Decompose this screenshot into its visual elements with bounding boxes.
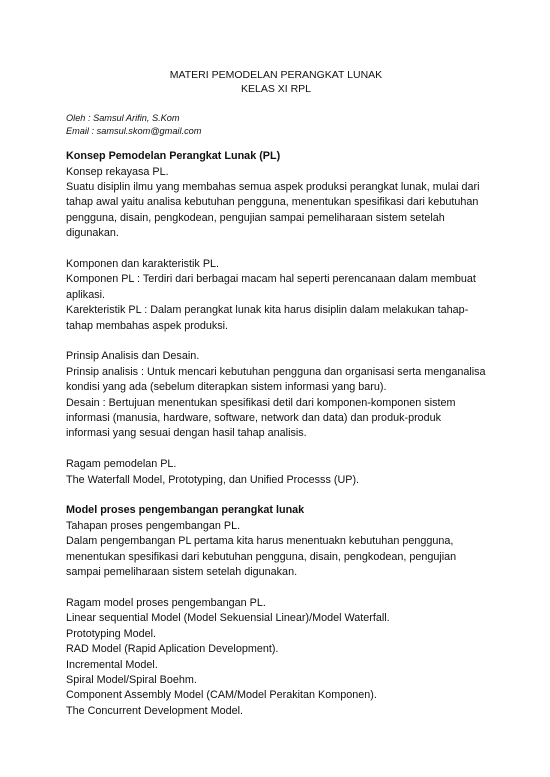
paragraph: The Waterfall Model, Prototyping, dan Unified Processs (UP). [66,473,360,486]
paragraph: Suatu disiplin ilmu yang membahas semua aspek produksi perangkat lunak, mulai dari tahap awal yaitu analisa kebutuhan pengguna, menentukan spesifikasi dari kebutuhan pengguna, disain, pengkodean, pengujian sampai pemeliharaan sistem setelah digunakan. [66,181,480,240]
author-block [66,112,486,137]
paragraph: Konsep rekayasa PL. [66,165,169,178]
section-concept [66,149,486,488]
spacer [66,242,486,257]
paragraph: Ragam pemodelan PL. [66,458,177,471]
spacer [66,581,486,596]
spacer [66,334,486,349]
list-item: RAD Model (Rapid Aplication Development). [66,643,279,656]
document-title-line1: MATERI PEMODELAN PERANGKAT LUNAK [169,69,383,81]
paragraph: Desain : Bertujuan menentukan spesifikasi detil dari komponen-komponen sistem informasi (manusia, hardware, software, network dan data) dan produk-produk informasi yang sesuai dengan hasil tahap analisis. [66,396,456,440]
spacer [66,488,486,503]
paragraph: Ragam model proses pengembangan PL. [66,596,266,609]
list-item: Prototyping Model. [66,627,157,640]
list-item: Linear sequential Model (Model Sekuensial Linear)/Model Waterfall. [66,612,390,625]
paragraph: Prinsip analisis : Untuk mencari kebutuhan pengguna dan organisasi serta menganalisa kondisi yang ada (sebelum diterapkan sistem informasi yang baru). [66,365,486,394]
section-heading-process-model: Model proses pengembangan perangkat lunak [66,504,305,517]
spacer [66,137,486,143]
list-item: Spiral Model/Spiral Boehm. [66,673,197,686]
paragraph: Komponen PL : Terdiri dari berbagai macam hal seperti perencanaan dalam membuat aplikasi. [66,273,476,301]
list-item: The Concurrent Development Model. [66,704,244,717]
list-item: Component Assembly Model (CAM/Model Perakitan Komponen). [66,689,377,702]
email-line: Email : samsul.skom@gmail.com [66,125,202,136]
document-title-line2: KELAS XI RPL [240,83,312,95]
paragraph: Komponen dan karakteristik PL. [66,258,220,271]
paragraph: Karekteristik PL : Dalam perangkat lunak kita harus disiplin dalam melakukan tahap-tahap membahas aspek produksi. [66,304,469,332]
paragraph: Dalam pengembangan PL pertama kita harus menentuakn kebutuhan pengguna, menentukan spesifikasi dari kebutuhan pengguna, disain, pengkodean, pengujian sampai pemeliharaan sistem setelah digunakan. [66,535,457,579]
paragraph: Tahapan proses pengembangan PL. [66,519,241,532]
section-heading-concept: Konsep Pemodelan Perangkat Lunak (PL) [66,150,281,163]
list-item: Incremental Model. [66,658,158,671]
author-line: Oleh : Samsul Arifin, S.Kom [66,113,180,123]
spacer [66,442,486,457]
section-process-model [66,503,486,719]
paragraph: Prinsip Analisis dan Desain. [66,350,200,363]
document-page [66,68,486,719]
